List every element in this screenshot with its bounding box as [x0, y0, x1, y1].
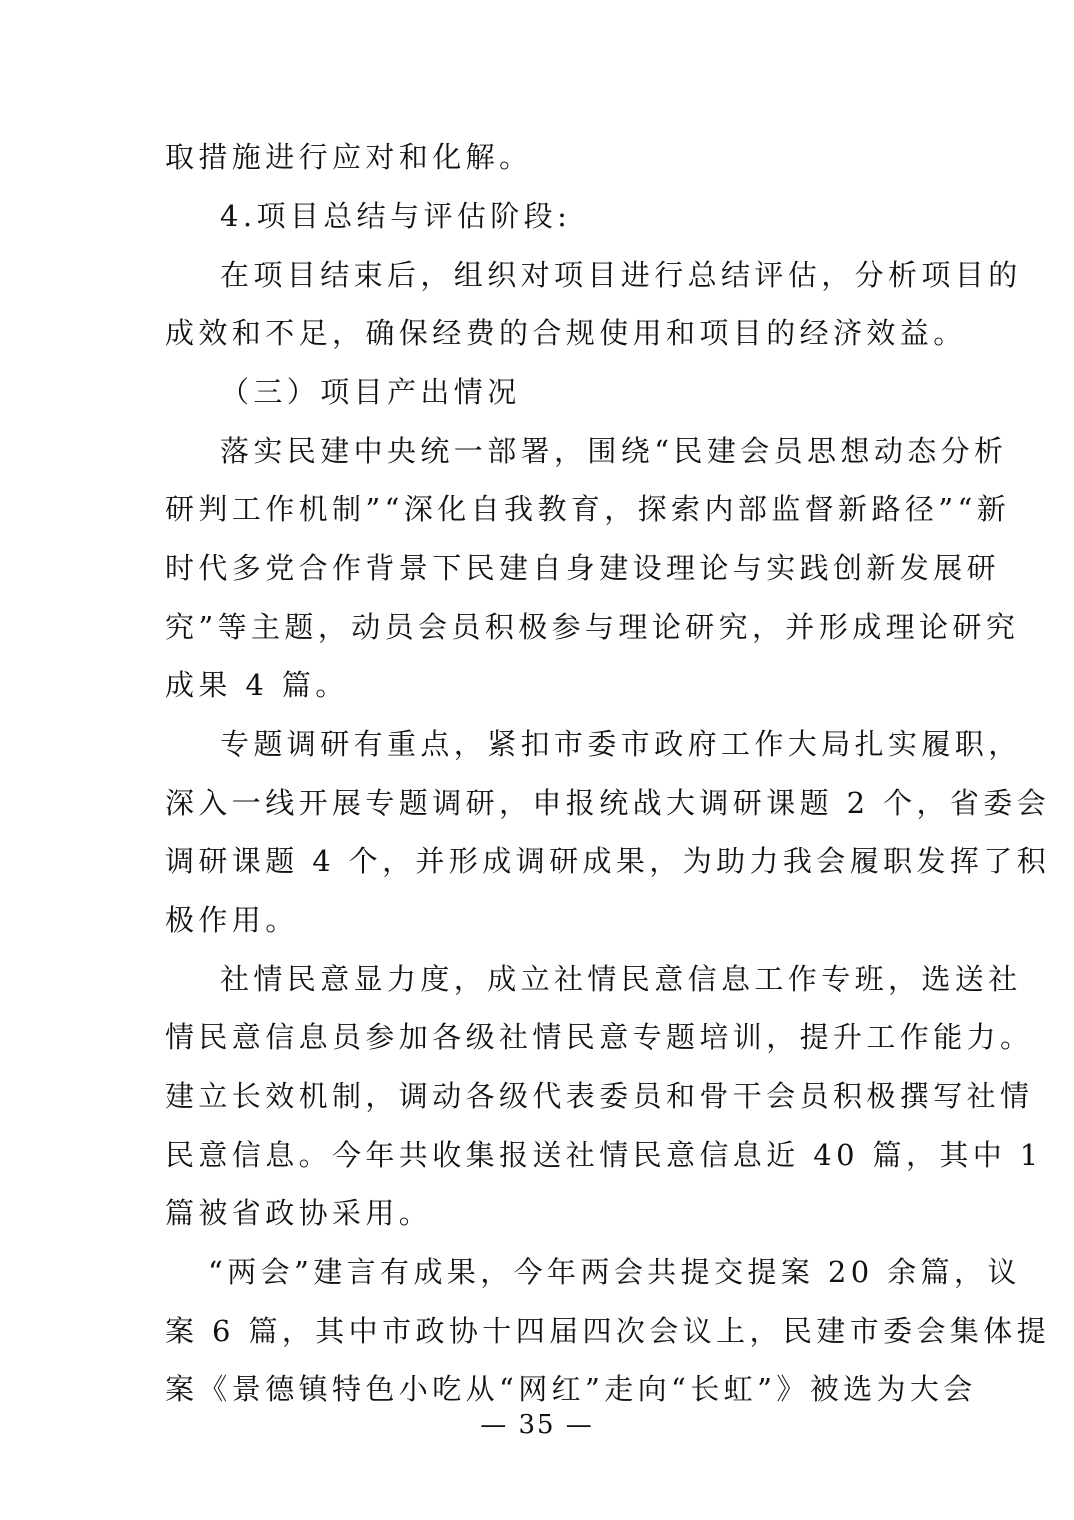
text-line: 专题调研有重点，紧扣市委市政府工作大局扎实履职， [220, 727, 1022, 761]
text-line: 情民意信息员参加各级社情民意专题培训，提升工作能力。 [165, 1020, 1034, 1054]
text-line: 案 6 篇，其中市政协十四届四次会议上，民建市委会集体提 [165, 1314, 1051, 1348]
text-line: 深入一线开展专题调研，申报统战大调研课题 2 个，省委会 [165, 786, 1051, 820]
text-line: 社情民意显力度，成立社情民意信息工作专班，选送社 [220, 962, 1022, 996]
section-heading: （三）项目产出情况 [220, 375, 521, 409]
text-line: 落实民建中央统一部署，围绕“民建会员思想动态分析 [220, 434, 1008, 468]
text-line: 民意信息。今年共收集报送社情民意信息近 40 篇，其中 1 [165, 1138, 1043, 1172]
section-heading: 4.项目总结与评估阶段: [220, 199, 572, 233]
text-line: 研判工作机制”“深化自我教育，探索内部监督新路径”“新 [165, 492, 1011, 526]
text-line: 成效和不足，确保经费的合规使用和项目的经济效益。 [165, 316, 967, 350]
text-line: “两会”建言有成果，今年两会共提交提案 20 余篇，议 [208, 1255, 1021, 1289]
text-line: 极作用。 [165, 903, 299, 937]
text-line: 篇被省政协采用。 [165, 1196, 433, 1230]
text-line: 调研课题 4 个，并形成调研成果，为助力我会履职发挥了积 [165, 844, 1051, 878]
text-line: 在项目结束后，组织对项目进行总结评估，分析项目的 [220, 258, 1022, 292]
text-line: 成果 4 篇。 [165, 668, 349, 702]
text-line: 建立长效机制，调动各级代表委员和骨干会员积极撰写社情 [165, 1079, 1034, 1113]
page-number: — 35 — [480, 1410, 594, 1440]
text-line: 时代多党合作背景下民建自身建设理论与实践创新发展研 [165, 551, 1001, 585]
text-line: 取措施进行应对和化解。 [165, 140, 533, 174]
text-line: 究”等主题，动员会员积极参与理论研究，并形成理论研究 [165, 610, 1020, 644]
text-line: 案《景德镇特色小吃从“网红”走向“长虹”》被选为大会 [165, 1372, 977, 1406]
